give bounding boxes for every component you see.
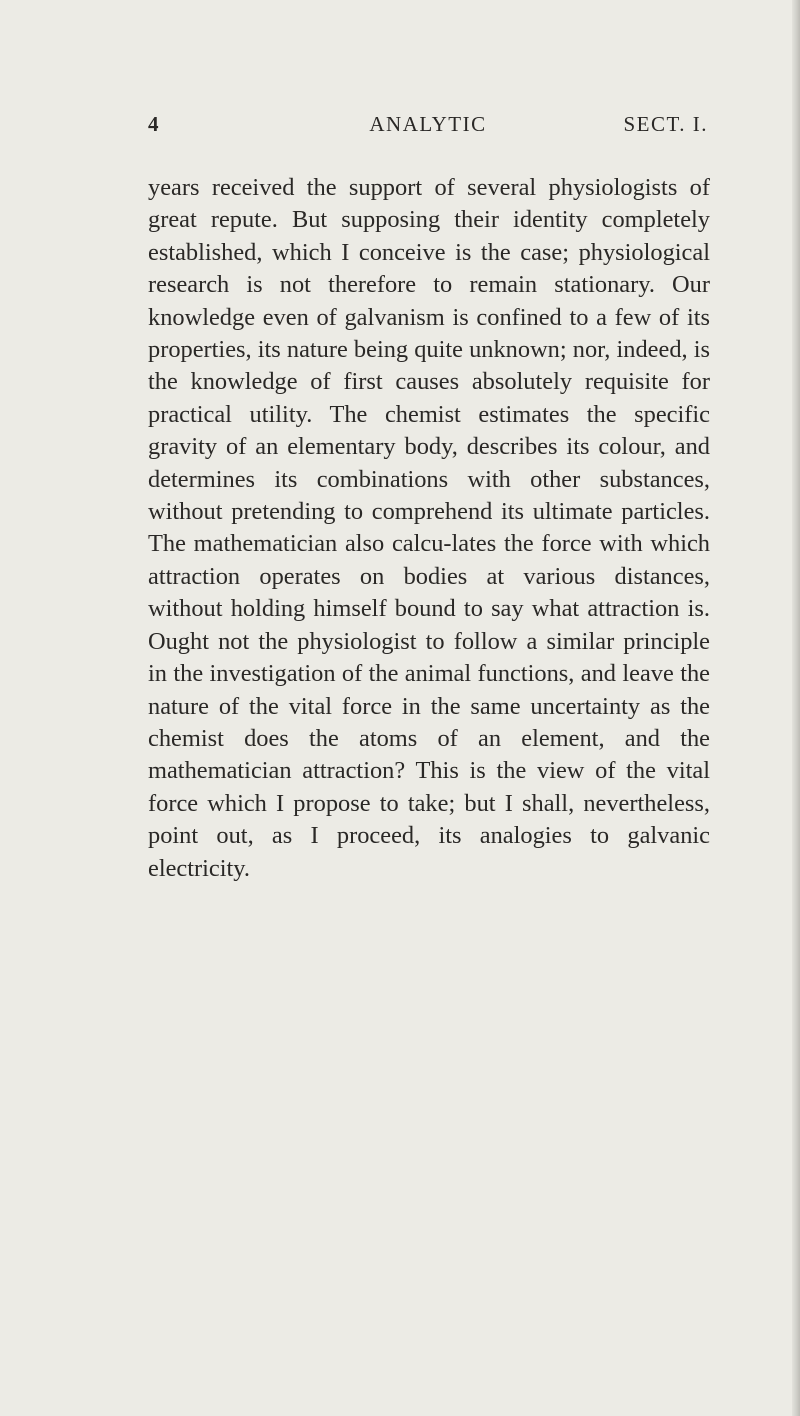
body-paragraph: years received the support of several physiologists of great repute. But supposing their identity completely established, which I conceive is the case; physiological research is not therefore to remain stationary. Our knowledge even of galvanism is confined to a few of its properties, its nature being quite unknown; nor, indeed, is the knowledge of first causes absolutely requisite for practical utility. The chemist estimates the specific gravity of an elementary body, describes its colour, and determines its combinations with other substances, without pretending to comprehend its ultimate particles. The mathematician also calcu-lates the force with which attraction operates on bodies at various distances, without holding himself bound to say what attraction is. Ought not the physiologist to follow a similar principle in the investigation of the animal functions, and leave the nature of the vital force in the same uncertainty as the chemist does the atoms of an element, and the mathematician attraction? This is the view of the vital force which I propose to take; but I shall, nevertheless, point out, as I proceed, its analogies to galvanic electricity. xyxy=(148,174,710,882)
running-head xyxy=(148,112,708,144)
page-edge xyxy=(792,0,800,1416)
section-label: SECT. I. xyxy=(623,112,708,136)
section-title: ANALYTIC xyxy=(369,112,487,136)
page-number: 4 xyxy=(148,112,160,136)
